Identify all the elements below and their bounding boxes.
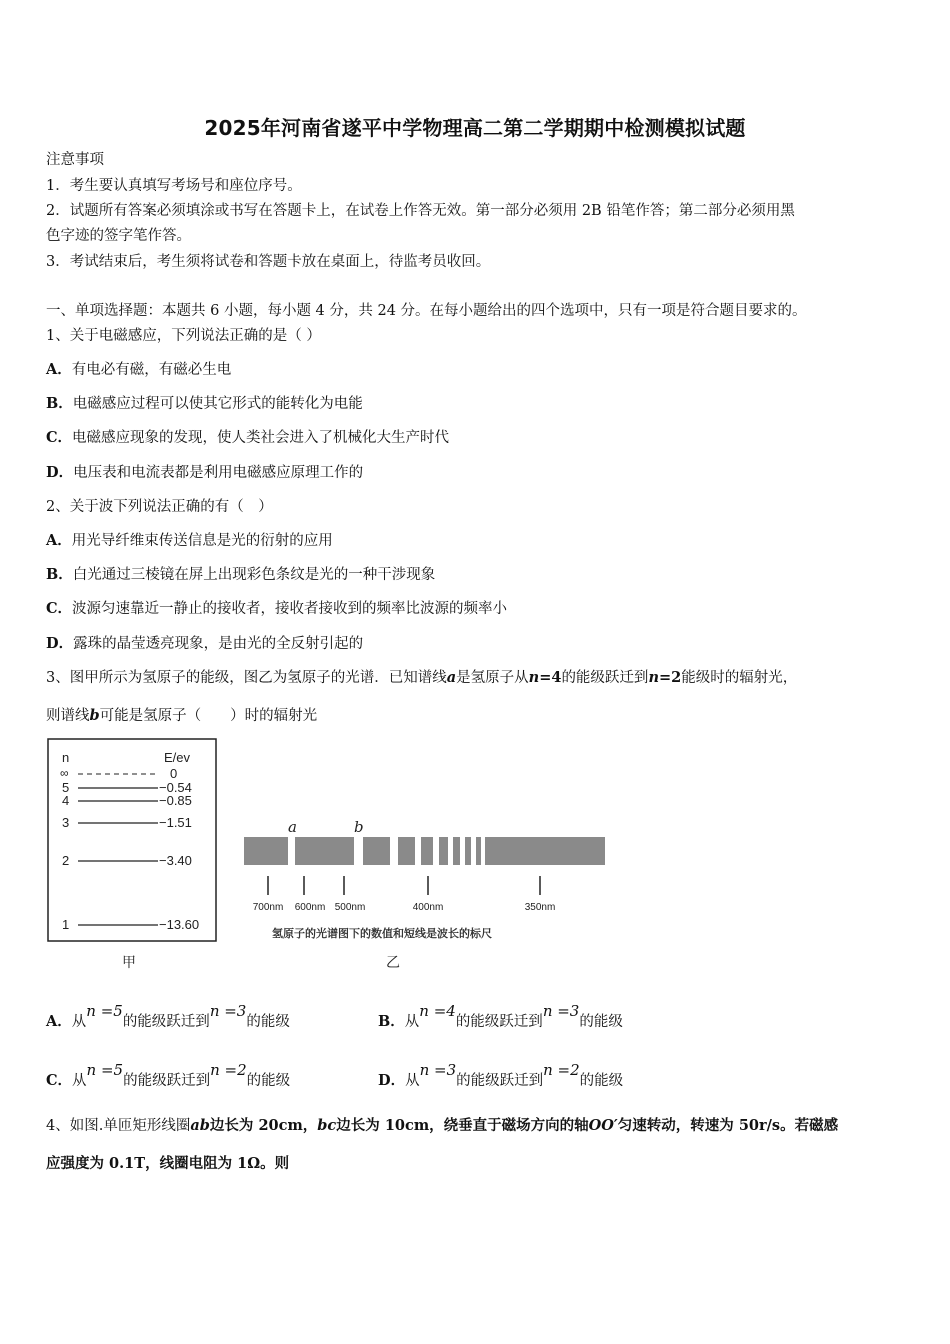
notice-item-2: 2．试题所有答案必须填涂或书写在答题卡上，在试卷上作答无效。第一部分必须用 2B 铅笔作答；第二部分必须用黑: [46, 203, 795, 219]
option-letter: B．: [46, 566, 73, 583]
q4-text: 边长为 10cm，绕垂直于磁场方向的轴: [336, 1117, 589, 1134]
level-n-inf: ∞: [60, 766, 69, 780]
choice-text: 的能级跃迁到: [123, 1073, 211, 1089]
option-letter: C．: [46, 1072, 73, 1089]
option-letter: C．: [46, 600, 73, 617]
choice-to: n =2: [543, 1061, 580, 1079]
wavelength-350: 350nm: [524, 902, 556, 913]
q3-choice-c: [46, 1061, 291, 1090]
q4-stem-line2: 应强度为 0.1T，线圈电阻为 1Ω。则: [46, 1155, 290, 1172]
spectrum-band: [421, 837, 433, 865]
option-text: 电磁感应过程可以使其它形式的能转化为电能: [72, 396, 363, 412]
spectrum-bars: [244, 837, 605, 865]
wavelength-500: 500nm: [334, 902, 366, 913]
choice-text: 的能级跃迁到: [122, 1014, 210, 1030]
spectrum-band: [398, 837, 415, 865]
level-n-3: 3: [62, 815, 70, 830]
q3-eq: =4: [539, 669, 562, 686]
figure-label-yi: 乙: [386, 955, 400, 971]
q4-var-ab: ab: [190, 1117, 210, 1134]
notice-item-1: 1．考生要认真填写考场号和座位序号。: [46, 178, 302, 194]
q3-choice-b: [378, 1002, 623, 1031]
q1-option-b: [46, 394, 363, 414]
spectrum-caption: 氢原子的光谱图下的数值和短线是波长的标尺: [272, 927, 492, 940]
q3-text: 3、图甲所示为氢原子的能级，图乙为氢原子的光谱．已知谱线: [46, 670, 447, 686]
option-text: 露珠的晶莹透亮现象，是由光的全反射引起的: [73, 636, 364, 652]
q3-text: 是氢原子从: [456, 670, 529, 686]
level-n-4: 4: [62, 793, 70, 808]
wavelength-ticks: [268, 876, 540, 895]
level-n-2: 2: [62, 853, 70, 868]
q2-option-c: [46, 599, 507, 619]
level-n-1: 1: [62, 917, 70, 932]
spectrum-band: [244, 837, 288, 865]
spectrum-band: [295, 837, 354, 865]
option-letter: A．: [46, 1013, 72, 1030]
option-letter: D．: [46, 464, 74, 481]
q2-option-d: [46, 634, 363, 654]
level-e-inf: 0: [170, 766, 178, 781]
q3-var-b: b: [89, 707, 100, 724]
q4-text: 匀速转动，转速为 50r/s。若磁感: [617, 1117, 839, 1134]
spectrum-band: [439, 837, 448, 865]
level-e-5: −0.54: [159, 780, 192, 795]
q3-stem-line2: [46, 706, 317, 726]
option-text: 电压表和电流表都是利用电磁感应原理工作的: [73, 465, 364, 481]
level-e-2: −3.40: [159, 853, 192, 868]
q3-choice-d: [378, 1061, 624, 1090]
option-letter: B．: [46, 395, 73, 412]
exam-title: 2025年河南省遂平中学物理高二第二学期期中检测模拟试题: [204, 116, 746, 140]
spectrum-band: [476, 837, 481, 865]
option-letter: D．: [46, 635, 74, 652]
q1-option-c: [46, 428, 449, 448]
option-letter: A．: [46, 361, 72, 378]
q1-stem: 1、关于电磁感应，下列说法正确的是（ ）: [46, 328, 321, 344]
choice-text: 从: [404, 1014, 420, 1030]
q3-choice-a: [46, 1002, 290, 1031]
q2-option-b: [46, 565, 435, 585]
choice-text: 从: [405, 1073, 420, 1089]
q3-text: 的能级跃迁到: [561, 670, 649, 686]
level-e-1: −13.60: [159, 917, 200, 932]
spectrum-band: [465, 837, 471, 865]
spectrum-label-a: a: [288, 818, 297, 836]
choice-from: n =5: [86, 1061, 124, 1079]
choice-to: n =2: [210, 1061, 247, 1079]
q3-eq: =2: [658, 669, 682, 686]
q4-var-bc: bc: [317, 1117, 337, 1134]
option-letter: C．: [46, 429, 73, 446]
spectrum-label-b: b: [354, 818, 364, 836]
q4-text: 4、如图.单匝矩形线圈: [46, 1118, 191, 1134]
q3-text: 则谱线: [46, 708, 90, 724]
q3-text: 可能是氢原子（ ）时的辐射光: [99, 708, 318, 724]
choice-from: n =5: [86, 1002, 123, 1020]
choice-text: 的能级: [246, 1014, 290, 1030]
wavelength-400: 400nm: [412, 902, 444, 913]
choice-text: 从: [71, 1014, 87, 1030]
notice-item-2-cont: 色字迹的签字笔作答。: [46, 228, 191, 244]
option-text: 白光通过三棱镜在屏上出现彩色条纹是光的一种干涉现象: [72, 567, 436, 583]
q4-var-oo: OO′: [588, 1117, 618, 1134]
option-letter: A．: [46, 532, 72, 549]
choice-text: 的能级跃迁到: [455, 1014, 543, 1030]
figure-label-jia: 甲: [122, 955, 136, 971]
q1-option-d: [46, 463, 363, 483]
q4-text: 边长为 20cm，: [209, 1117, 318, 1134]
choice-text: 的能级跃迁到: [456, 1073, 544, 1089]
choice-to: n =3: [209, 1002, 247, 1020]
q3-var-n: n: [648, 669, 659, 686]
header-n: n: [62, 750, 70, 765]
spectrum-band: [485, 837, 605, 865]
option-text: 波源匀速靠近一静止的接收者，接收者接收到的频率比波源的频率小: [72, 601, 508, 617]
q3-var-n: n: [528, 669, 540, 686]
q2-option-a: [46, 531, 333, 551]
wavelength-600: 600nm: [294, 902, 326, 913]
q3-stem-line1: [46, 668, 797, 688]
q3-var-a: a: [446, 669, 457, 686]
choice-from: n =4: [419, 1002, 456, 1020]
level-e-3: −1.51: [159, 815, 192, 830]
option-text: 用光导纤维束传送信息是光的衍射的应用: [71, 533, 333, 549]
section-heading: 一、单项选择题：本题共 6 小题，每小题 4 分，共 24 分。在每小题给出的四个选项中，只有一项是符合题目要求的。: [46, 303, 807, 319]
spectrum-band: [363, 837, 390, 865]
wavelength-700: 700nm: [252, 902, 284, 913]
notice-item-3: 3．考试结束后，考生须将试卷和答题卡放在桌面上，待监考员收回。: [46, 254, 491, 270]
level-e-4: −0.85: [159, 793, 192, 808]
option-letter: B．: [378, 1013, 405, 1030]
header-e: E/ev: [164, 750, 191, 765]
choice-text: 的能级: [579, 1073, 624, 1089]
level-n-5: 5: [62, 780, 70, 795]
energy-level-box: [48, 739, 216, 941]
q1-option-a: [46, 360, 231, 380]
choice-from: n =3: [419, 1061, 457, 1079]
choice-text: 的能级: [579, 1014, 623, 1030]
choice-to: n =3: [542, 1002, 580, 1020]
hydrogen-figure: [46, 737, 616, 977]
option-text: 有电必有磁，有磁必生电: [71, 362, 232, 378]
notice-heading: 注意事项: [46, 152, 104, 168]
option-text: 电磁感应现象的发现，使人类社会进入了机械化大生产时代: [72, 430, 450, 446]
q2-stem: 2、关于波下列说法正确的有（ ）: [46, 499, 273, 515]
option-letter: D．: [378, 1072, 406, 1089]
choice-text: 从: [72, 1073, 87, 1089]
q3-text: 能级时的辐射光，: [681, 670, 798, 686]
spectrum-band: [453, 837, 460, 865]
choice-text: 的能级: [246, 1073, 291, 1089]
q4-stem-line1: [46, 1116, 838, 1136]
